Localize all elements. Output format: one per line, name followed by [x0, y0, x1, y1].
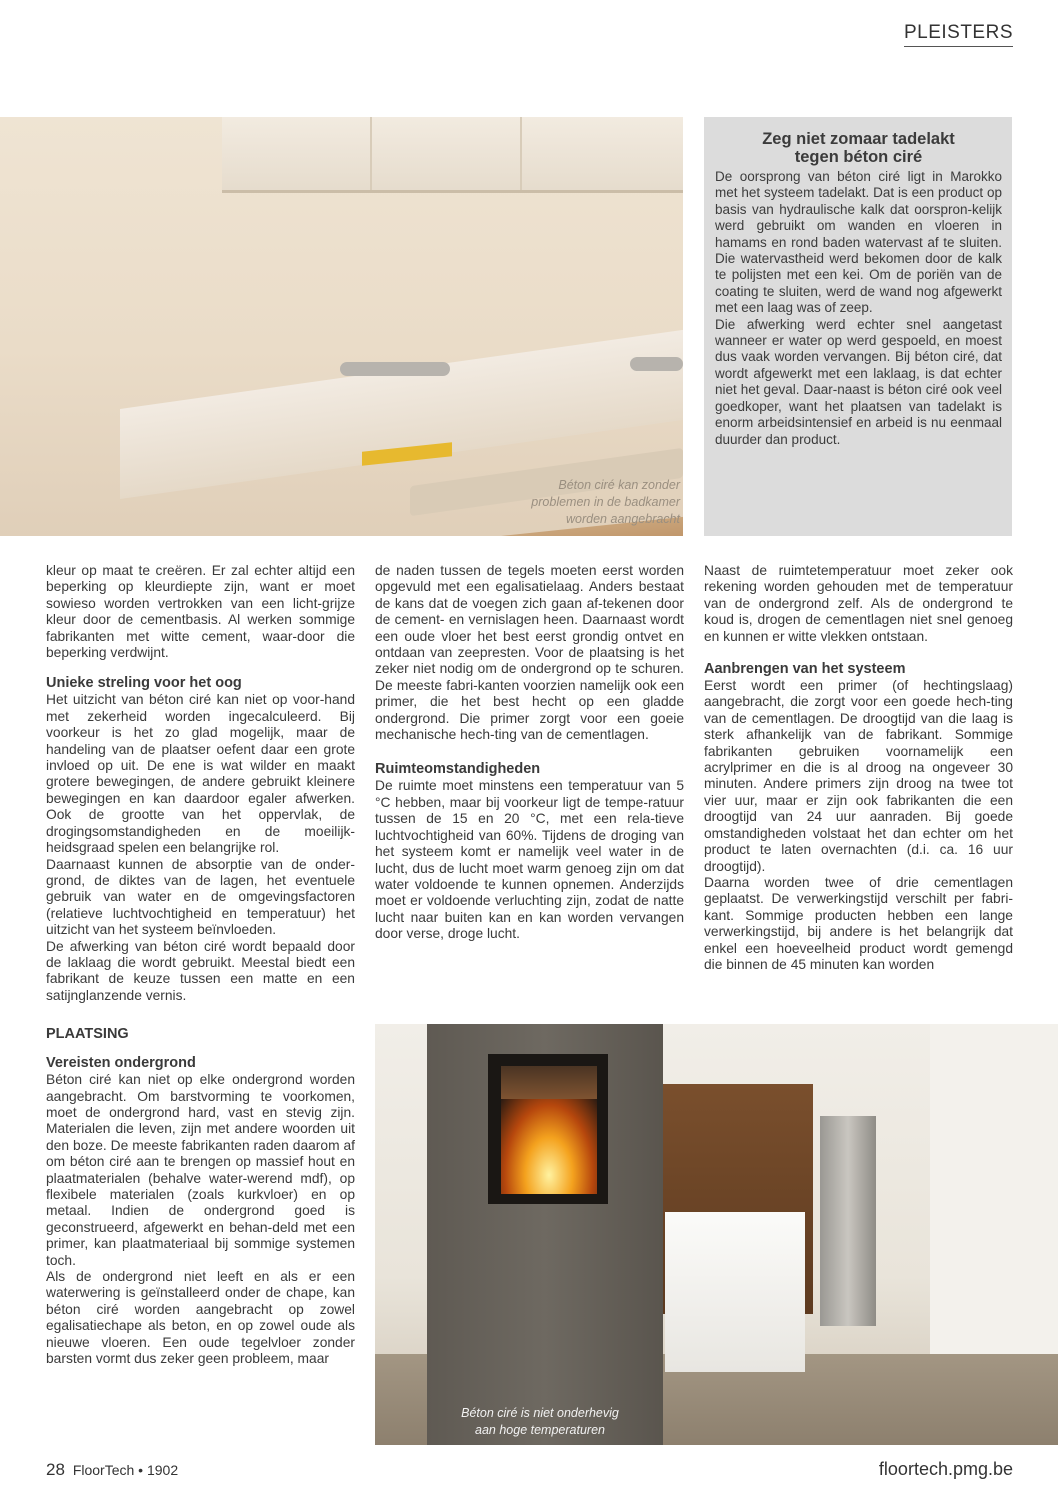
subheading: Unieke streling voor het oog — [46, 675, 242, 692]
paragraph: Daarna worden twee of drie cementlagen geplaatst. De verwerkingstijd verschilt per fabri-kant. Sommige producten hebben een lange verwerkingstijd, bij andere is het belangrijk dat enkel een hoeveelheid product wordt gemengd die binnen de 45 minuten kan worden — [704, 874, 1013, 972]
fireplace-photo-caption: Béton ciré is niet onderhevig aan hoge temperaturen — [461, 1406, 619, 1437]
photo-fridge — [820, 1116, 876, 1326]
photo-tap — [340, 362, 450, 376]
paragraph: De afwerking van béton ciré wordt bepaald door de laklaag die wordt gebruikt. Meestal biedt een fabrikant de keuze tussen een matte en een satijnglanzende vernis. — [46, 938, 355, 1003]
paragraph: Het uitzicht van béton ciré kan niet op voor-hand met zekerheid worden ingecalculeerd. Bij voorkeur is het zo glad mogelijk, maar de handeling van de plaatser oefent daar een grote invloed op uit. De ene is wat wilder en maakt grotere bewegingen, de andere gebruikt kleinere bewegingen en kan daardoor egaler afwerken. Ook de grootte van het oppervlak, de drogingsomstandigheden en de moeilijk-heidsgraad spelen een belangrijke rol. — [46, 692, 355, 856]
photo-tap — [630, 357, 683, 371]
sidebar-paragraph: De oorsprong van béton ciré ligt in Marokko met het systeem tadelakt. Dat is een product op basis van hydraulische kalk dat oorspron-kelijk werd gebruikt om wanden en vloeren in hamams en rond baden watervast af te sluiten. Die watervastheid werd bekomen door de kalk te polijsten met een kei. Om de poriën van de coating te sluiten, werd de wand nog afgewerkt met een laag was of zeep. — [715, 169, 1002, 316]
paragraph: Daarnaast kunnen de absorptie van de onder-grond, de diktes van de lagen, het eventuele gebruik van water en de omgevingsfactoren (relatieve luchtvochtigheid en temperatuur) het uitzicht van het systeem beïnvloeden. — [46, 856, 355, 938]
paragraph: Naast de ruimtetemperatuur moet zeker ook rekening worden gehouden met de temperatuur van de ondergrond zelf. Als de ondergrond te koud is, drogen de cementlagen niet snel genoeg en kunnen er witte vlekken ontstaan. — [704, 563, 1013, 644]
page-number: 28 — [46, 1460, 65, 1479]
paragraph: Eerst wordt een primer (of hechtingslaag) aangebracht, die zorgt voor een goede hech-ting van de cementlagen. De droogtijd van die laag is sterk afhankelijk van de fabrikant. Sommige fabrikanten gebruiken voornamelijk een acrylprimer en die is al droog na ongeveer 30 minuten. Andere primers zijn droog na twee tot vier uur, maar er zijn ook fabrikanten die een droogtijd van 24 uur aanraden. Bij goede omstandigheden volstaat het dan echter om het product te laten overnachten (d.i. ca. 16 uur droogtijd). — [704, 678, 1013, 874]
subheading: Vereisten ondergrond — [46, 1055, 196, 1072]
section-heading: PLAATSING — [46, 1026, 129, 1043]
subheading: Ruimteomstandigheden — [375, 761, 541, 778]
section-label: PLEISTERS — [904, 22, 1013, 47]
sidebar-paragraph: Die afwerking werd echter snel aangetast wanneer er water op werd gespoeld, en moest dus vaak worden vervangen. Bij béton ciré, dat wordt afgewerkt met een laklaag, is dat echter niet het geval. Daar-naast is béton ciré ook veel goedkoper, want het plaatsen van tadelakt is enorm arbeidsintensief en arbeid is nu eenmaal duurder dan product. — [715, 316, 1002, 447]
website-link[interactable]: floortech.pmg.be — [878, 1459, 1013, 1479]
paragraph: Béton ciré kan niet op elke ondergrond worden aangebracht. Om barstvorming te voorkomen, moet de ondergrond hard, vast en stevig zijn. Materialen die leven, zijn met andere woorden uit den boze. De meeste fabrikanten raden daarom af om béton ciré aan te brengen op massief hout en plaatmaterialen (behalve water-werend mdf), op flexibele materialen (zoals kurkvloer) en op metaal. Indien de ondergrond goed is geconstrueerd, afgewerkt en behan-deld met een primer, kan plaatmateriaal bij sommige systemen toch. — [46, 1072, 355, 1268]
fireplace-photo — [375, 1024, 1058, 1445]
photo-fire — [501, 1099, 597, 1194]
paragraph: kleur op maat te creëren. Er zal echter altijd een beperking op kleurdiepte zijn, want er moet sowieso worden vertrokken van een licht-grijze kleur door de cementbasis. Al werken sommige fabrikanten met witte cement, waar-door die beperking verdwijnt. — [46, 563, 355, 661]
article-column-3 — [704, 563, 1013, 973]
paragraph: De ruimte moet minstens een temperatuur van 5 °C hebben, maar bij voorkeur ligt de tempe-ratuur tussen de 15 en 20 °C, met een rela-tieve luchtvochtigheid van 60%. Tijdens de droging van het systeem komt er namelijk veel water in de lucht, dus de lucht moet warm genoeg zijn om dat water voldoende te kunnen opnemen. Anderzijds moet er voldoende verluchting zijn, zodat de natte lucht naar buiten kan en kan worden vervangen door verse, droge lucht. — [375, 778, 684, 942]
article-column-2 — [375, 563, 684, 943]
magazine-issue: FloorTech • 1902 — [72, 1462, 179, 1478]
subheading: Aanbrengen van het systeem — [704, 661, 906, 678]
sidebar-box — [704, 117, 1012, 536]
sidebar-title: Zeg niet zomaar tadelakt tegen béton ciré — [762, 130, 955, 166]
bathroom-photo-caption: Béton ciré kan zonder problemen in de badkamer worden aangebracht — [531, 478, 680, 526]
paragraph: Als de ondergrond niet leeft en als er een waterwering is geïnstalleerd onder de chape, kan béton ciré worden aangebracht op zowel egalisatiechape als beton, en op zowel oude als nieuwe vloeren. Een oude tegelvloer zonder barsten vormt dus zeker geen probleem, maar — [46, 1269, 355, 1367]
paragraph: de naden tussen de tegels moeten eerst worden opgevuld met een egalisatielaag. Anders bestaat de kans dat de voegen zich gaan af-tekenen door de cement- en vernislagen heen. Daarnaast wordt een oude vloer het best eerst grondig ontvet en ontdaan van zeepresten. Voor de plaatsing is het zeker niet nodig om de ondergrond op te schuren. De meeste fabri-kanten voorzien namelijk ook een primer, die het best hecht op een gladde ondergrond. Die primer zorgt voor een goeie mechanische hech-ting van de cementlagen. — [375, 563, 684, 743]
footer-left — [46, 1460, 178, 1480]
bathroom-photo — [0, 117, 683, 536]
article-column-1 — [46, 563, 355, 1367]
photo-kitchen-island — [665, 1212, 805, 1372]
photo-cabinet — [222, 117, 683, 193]
